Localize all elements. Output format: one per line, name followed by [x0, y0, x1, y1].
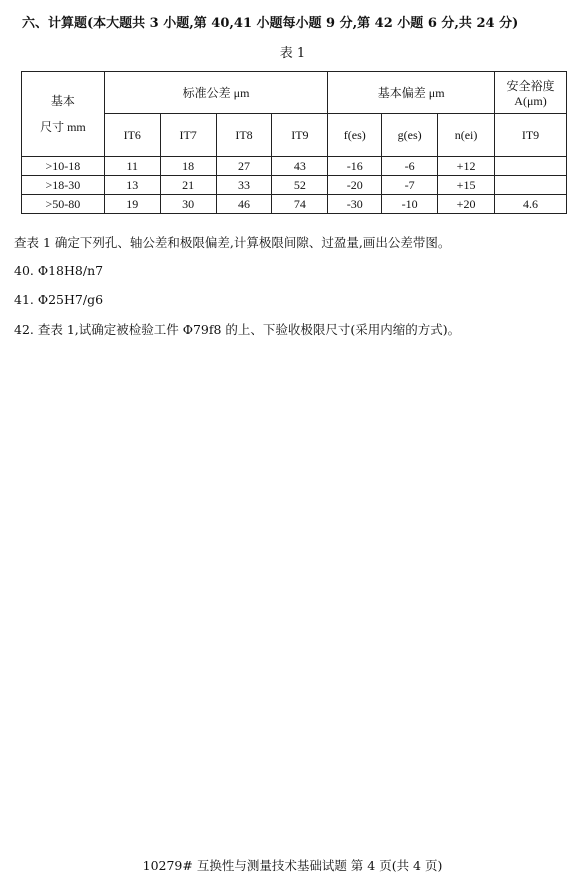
cell-it7: 18	[160, 157, 216, 176]
cell-n-ei: +12	[438, 157, 495, 176]
cell-f-es: -20	[328, 176, 382, 195]
cell-g-es: -10	[382, 195, 438, 214]
cell-it6: 13	[104, 176, 160, 195]
header-standard-tolerance: 标准公差 μm	[104, 72, 328, 114]
header-basic-size-line1: 基本	[50, 94, 75, 108]
cell-safety-margin	[495, 176, 567, 195]
subheader-it7: IT7	[160, 114, 216, 157]
header-safety-line2: A(μm)	[514, 93, 547, 108]
subheader-it8: IT8	[216, 114, 272, 157]
cell-it6: 19	[104, 195, 160, 214]
subheader-n-ei: n(ei)	[438, 114, 495, 157]
cell-it7: 21	[160, 176, 216, 195]
page-footer: 10279# 互换性与测量技术基础试题 第 4 页(共 4 页)	[142, 858, 443, 873]
cell-size: >50-80	[22, 195, 105, 214]
cell-size: >10-18	[22, 157, 105, 176]
cell-n-ei: +15	[438, 176, 495, 195]
instruction-text: 查表 1 确定下列孔、轴公差和极限偏差,计算极限间隙、过盈量,画出公差带图。	[14, 235, 451, 250]
table-caption: 表 1	[279, 46, 306, 61]
cell-it9: 74	[272, 195, 328, 214]
subheader-g-es: g(es)	[382, 114, 438, 157]
header-basic-size-line2: 尺寸 mm	[40, 120, 86, 134]
cell-g-es: -7	[382, 176, 438, 195]
cell-size: >18-30	[22, 176, 105, 195]
cell-it8: 46	[216, 195, 272, 214]
cell-it7: 30	[160, 195, 216, 214]
table-row	[22, 195, 567, 214]
cell-safety-margin: 4.6	[495, 195, 567, 214]
question-42: 42. 查表 1,试确定被检验工件 Φ79f8 的上、下验收极限尺寸(采用内缩的方式)。	[14, 322, 461, 337]
cell-f-es: -16	[328, 157, 382, 176]
section-title: 六、计算题(本大题共 3 小题,第 40,41 小题每小题 9 分,第 42 小题 6 分,共 24 分)	[22, 16, 519, 31]
header-basic-size	[22, 72, 105, 157]
cell-it8: 27	[216, 157, 272, 176]
cell-it8: 33	[216, 176, 272, 195]
cell-it9: 52	[272, 176, 328, 195]
table-row	[22, 157, 567, 176]
header-safety-line1: 安全裕度	[506, 78, 555, 93]
subheader-f-es: f(es)	[328, 114, 382, 157]
question-41: 41. Φ25H7/g6	[14, 292, 104, 307]
subheader-it9: IT9	[272, 114, 328, 157]
subheader-safety-it9: IT9	[495, 114, 567, 157]
cell-f-es: -30	[328, 195, 382, 214]
subheader-it6: IT6	[104, 114, 160, 157]
cell-n-ei: +20	[438, 195, 495, 214]
cell-it6: 11	[104, 157, 160, 176]
question-40: 40. Φ18H8/n7	[14, 263, 104, 278]
header-basic-deviation: 基本偏差 μm	[328, 72, 495, 114]
cell-g-es: -6	[382, 157, 438, 176]
table-row	[22, 176, 567, 195]
cell-it9: 43	[272, 157, 328, 176]
cell-safety-margin	[495, 157, 567, 176]
tolerance-table	[21, 71, 567, 214]
header-safety-margin	[495, 72, 567, 114]
